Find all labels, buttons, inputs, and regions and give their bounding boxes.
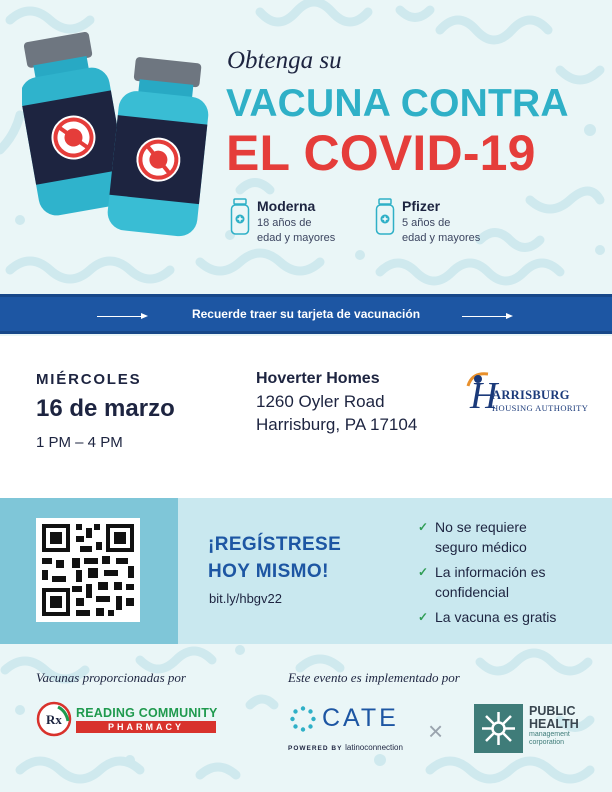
rx-badge-icon [36, 701, 72, 737]
intro-text: Obtenga su [227, 47, 342, 74]
vaccine-moderna [230, 198, 370, 248]
separator-times-icon: × [428, 716, 444, 746]
phmc-name: PUBLIC HEALTH [529, 704, 579, 731]
logo-name: ARRISBURG [492, 388, 570, 402]
title-line-1: VACUNA CONTRA [226, 82, 569, 125]
housing-authority-logo [462, 370, 592, 422]
vaccine-pfizer [375, 198, 515, 248]
phmc-subtitle: management corporation [529, 731, 570, 746]
pharmacy-sub: PHARMACY [76, 721, 216, 733]
public-health-logo [474, 704, 584, 756]
check-text: La información es confidencial [435, 564, 546, 600]
banner-text: Recuerde traer su tarjeta de vacunación [191, 307, 421, 321]
event-time: 1 PM – 4 PM [36, 434, 123, 451]
event-date: 16 de marzo [36, 395, 175, 422]
provided-by-label: Vacunas proporcionadas por [36, 670, 186, 685]
implemented-by-label: Este evento es implementado por [288, 670, 460, 685]
pharmacy-name: READING COMMUNITY [76, 706, 218, 720]
check-text: No se requiere seguro médico [435, 519, 527, 555]
checkmark-icon: ✓ [418, 520, 429, 534]
reading-community-pharmacy-logo [36, 701, 226, 741]
vaccine-name: Moderna [257, 198, 316, 214]
latinoconnection-text: latinoconnection [345, 743, 403, 752]
logo-subtitle: HOUSING AUTHORITY [492, 403, 589, 413]
vaccine-vials-icon [22, 24, 222, 244]
arrow-head-icon [506, 313, 513, 319]
qr-code[interactable] [36, 518, 140, 622]
arrow-right-icon [462, 316, 510, 317]
checkmark-icon: ✓ [418, 565, 429, 579]
qr-panel [0, 498, 178, 644]
vaccine-eligibility: 5 años de edad y mayores [402, 217, 481, 244]
vaccine-name: Pfizer [402, 198, 441, 214]
header-section [0, 0, 612, 292]
title-line-2: EL COVID-19 [226, 125, 536, 181]
register-title: ¡REGÍSTRESE HOY MISMO! [208, 534, 342, 582]
reminder-banner [0, 294, 612, 334]
event-street: 1260 Oyler Road [256, 392, 385, 411]
event-info [0, 336, 612, 498]
vial-icon [375, 198, 395, 236]
checkmark-icon: ✓ [418, 610, 429, 624]
cate-name: CATE [322, 704, 399, 732]
vial-icon [230, 198, 250, 236]
event-day: MIÉRCOLES [36, 371, 142, 388]
register-section [0, 498, 612, 644]
cate-powered-by: POWERED BY latinoconnection [288, 743, 403, 752]
register-link[interactable]: bit.ly/hbgv22 [209, 591, 282, 606]
logo-initial: H [470, 375, 498, 417]
people-network-icon [474, 704, 523, 753]
event-venue: Hoverter Homes [256, 370, 380, 387]
vaccine-eligibility: 18 años de edad y mayores [257, 217, 336, 244]
dots-ring-icon [290, 706, 316, 732]
event-city: Harrisburg, PA 17104 [256, 415, 418, 434]
cate-logo [288, 704, 413, 754]
check-text: La vacuna es gratis [435, 609, 557, 625]
footer-section [0, 644, 612, 792]
phmc-emblem [474, 704, 523, 753]
rx-badge-text: Rx [46, 712, 62, 727]
